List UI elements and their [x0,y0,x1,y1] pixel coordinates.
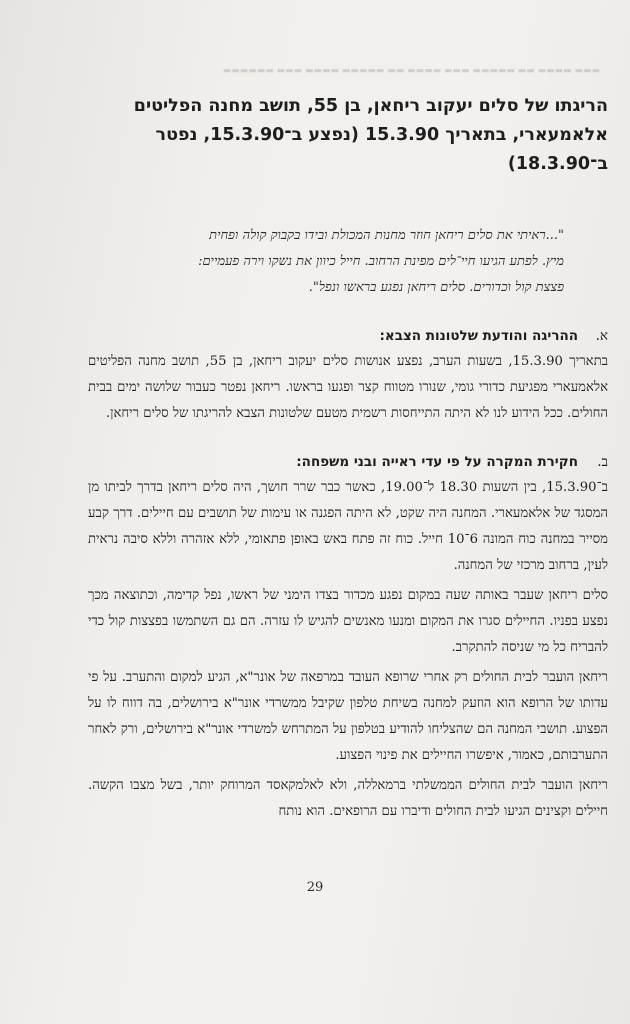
section-a-heading-row [88,323,608,349]
section-b [88,449,608,825]
chapter-title: הריגתו של סלים יעקוב ריחאן, בן 55, תושב מחנה הפליטים אלאמעארי, בתאריך 15.3.90 (נפצע ב־15.3.90, נפטר ב־18.3.90) [133,96,608,174]
section-b-paragraph-1: ב־15.3.90, בין השעות 18.30 ל־19.00, כאשר כבר שרר חושך, היה סלים ריחאן בדרך לביתו מן המסגד של אלאמעארי. המחנה היה שקט, לא היתה הפגנה או עימות של תושבים עם חיילים. דרך קבע מסייר במחנה כוח המונה 6־10 חייל. כוח זה פתח באש באופן פתאומי, ללא אזהרה וללא סיבה נראית לעין, ברחוב מרכזי של המחנה. [88,480,609,573]
section-a-paragraph-1: בתאריך 15.3.90, בשעות הערב, נפצע אנושות סלים יעקוב ריחאן, בן 55, תושב מחנה הפליטים אלאמעארי מפגיעת כדורי גומי, שנורו מטווח קצר ופגעו בראשו. ריחאן נפטר כעבור שלושה ימים בבית החולים. ככל הידוע לנו לא היתה התייחסות רשמית מטעם שלטונות הצבא להריגתו של סלים ריחאן. [88,354,608,421]
section-a-letter: א. [595,328,608,344]
section-b-letter: ב. [597,454,608,470]
section-b-heading-row [88,449,608,475]
section-a [88,323,608,427]
section-b-heading: חקירת המקרה על פי עדי ראייה ובני משפחה: [296,454,578,470]
section-b-paragraph-3: ריחאן הועבר לבית החולים רק אחרי שרופא העובד במרפאה של אונר"א, הגיע למקום והתערב. על פי עדותו של הרופא הוא הוזעק למחנה בשיחת טלפון שקיבל ממשרדי אונר"א בירושלים, בה דווח לו על הפצוע. תושבי המחנה הם שהצליחו להודיע בטלפון על המתרחש למשרדי אונר"א בירושלים, ורק לאחר התערבותם, כאמור, איפשרו החיילים את פינוי הפצוע. [88,670,608,763]
section-b-paragraph-2: סלים ריחאן שעבר באותה שעה במקום נפגע מכדור בצדו הימני של ראשו, נפל קדימה, וכתוצאה מכך נפצע בפניו. החיילים סגרו את המקום ומנעו מאנשים להגיש לו עזרה. הם גם השתמשו בפצצות קול כדי להבריח כל מי שניסה להתקרב. [88,588,608,655]
section-a-heading: ההריגה והודעת שלטונות הצבא: [379,328,578,344]
page-number: 29 [306,880,324,895]
witness-quote: "...ראיתי את סלים ריחאן חוזר מחנות המכולת ובידו בקבוק קולה ופחית מיץ. לפתע הגיעו חיי־לים מפינת הרחוב. חייל כיוון את נשקו וירה פעמיים: פצצת קול וכדורים. סלים ריחאן נפגע בראשו ונפל". [198,228,564,295]
section-b-paragraph-4: ריחאן הועבר לבית החולים הממשלתי ברמאללה, ולא לאלמקאסד המרוחק יותר, בשל מצבו הקשה. חיילים וקצינים הגיעו לבית החולים ודיברו עם הרופאים. הוא נותח [88,778,608,819]
page-content [88,92,608,825]
bleed-through-text: ▬▬▬ ▬▬▬▬ ▬▬ ▬▬▬▬▬ ▬▬▬ ▬▬▬▬ ▬▬ ▬▬▬▬▬ ▬▬▬▬ ▬▬▬ ▬▬▬▬▬▬ [222,66,600,76]
